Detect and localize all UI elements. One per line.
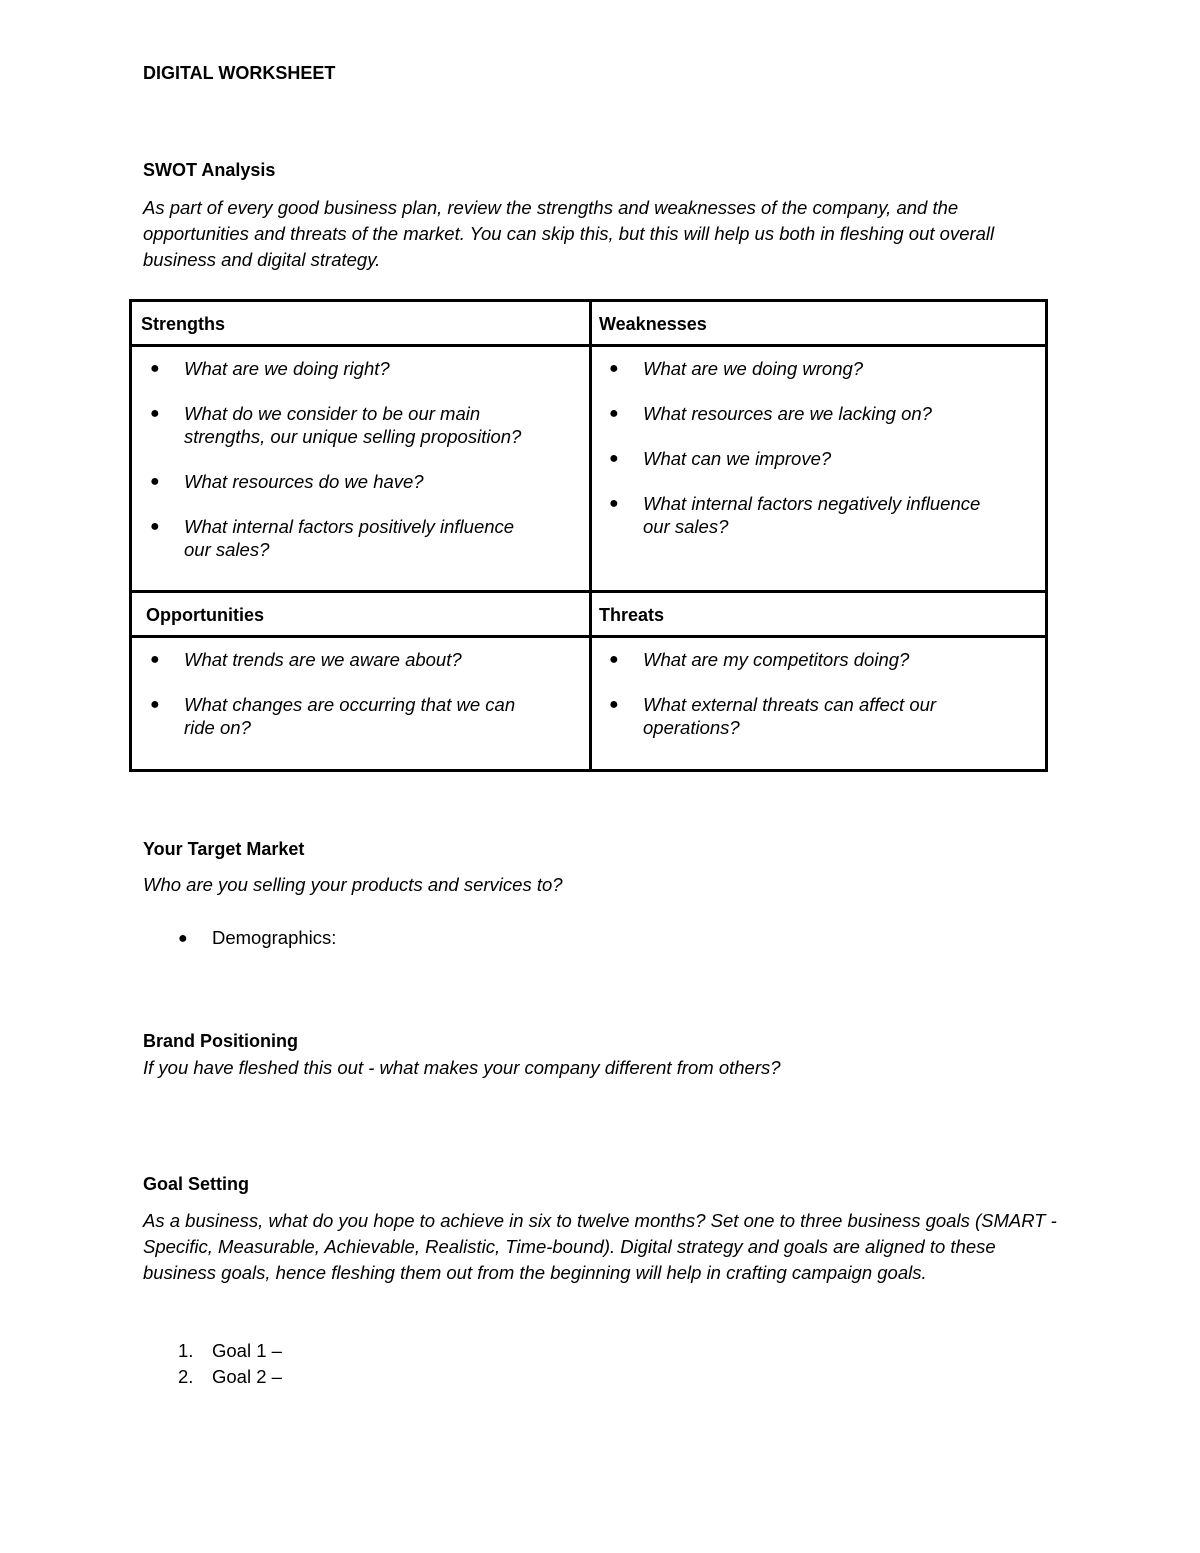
goal-number: 2. [178,1366,194,1387]
opportunities-list [144,648,544,761]
goal-number: 1. [178,1340,194,1361]
swot-intro: As part of every good business plan, review the strengths and weaknesses of the company, and the opportunities and threats of the market. You can skip this, but this will help us both in fleshing out overall business and digital strategy. [143,197,995,270]
bullet-icon: ● [609,696,619,713]
list-item: ● What external threats can affect our operations? [609,694,937,738]
list-item: ● Demographics: [178,925,336,951]
bullet-icon: ● [609,450,619,467]
swot-table [129,299,1048,772]
bullet-icon: ● [150,360,160,377]
bullet-icon: ● [609,360,619,377]
list-item: ● What internal factors positively influence our sales? [150,516,515,560]
brand-positioning-question: If you have fleshed this out - what makes your company different from others? [143,1057,781,1078]
list-item: 1. Goal 1 – [178,1338,282,1364]
swot-heading: SWOT Analysis [143,160,276,180]
list-item: 2. Goal 2 – [178,1364,282,1390]
weaknesses-header: Weaknesses [599,314,707,334]
goal-setting-intro: As a business, what do you hope to achieve in six to twelve months? Set one to three business goals (SMART - Specific, Measurable, Achievable, Realistic, Time-bound). Digital strategy and goals are aligned to these business goals, hence fleshing them out from the beginning will help in crafting campaign goals. [143,1210,1057,1283]
bullet-icon: ● [609,405,619,422]
bullet-icon: ● [150,518,160,535]
table-divider [589,302,592,769]
list-item: ● What resources are we lacking on? [609,403,932,424]
threats-list [603,648,1003,761]
list-item: ● What are we doing right? [150,358,390,379]
bullet-icon: ● [150,651,160,668]
bullet-icon: ● [150,473,160,490]
list-item: ● What resources do we have? [150,471,424,492]
list-item: ● What changes are occurring that we can ride on? [150,694,516,738]
strengths-header: Strengths [141,314,226,334]
list-item: ● What are we doing wrong? [609,358,864,379]
list-item: ● What trends are we aware about? [150,649,462,670]
list-item: ● What internal factors negatively influence our sales? [609,493,981,537]
list-item: ● What do we consider to be our main strengths, our unique selling proposition? [150,403,522,447]
target-market-heading: Your Target Market [143,839,305,859]
goal-setting-heading: Goal Setting [143,1174,250,1194]
target-market-question: Who are you selling your products and services to? [143,874,563,895]
target-market-list [178,925,336,951]
bullet-icon: ● [609,651,619,668]
document-title: DIGITAL WORKSHEET [143,63,336,83]
threats-header: Threats [599,605,665,625]
bullet-icon: ● [150,405,160,422]
weaknesses-list [603,357,1003,560]
list-item: ● What can we improve? [609,448,832,469]
bullet-icon: ● [150,696,160,713]
list-item: ● What are my competitors doing? [609,649,910,670]
bullet-icon: ● [178,930,188,947]
brand-positioning-heading: Brand Positioning [143,1031,298,1051]
goals-list [178,1338,282,1390]
opportunities-header: Opportunities [146,605,264,625]
strengths-list [144,357,544,583]
bullet-icon: ● [609,495,619,512]
